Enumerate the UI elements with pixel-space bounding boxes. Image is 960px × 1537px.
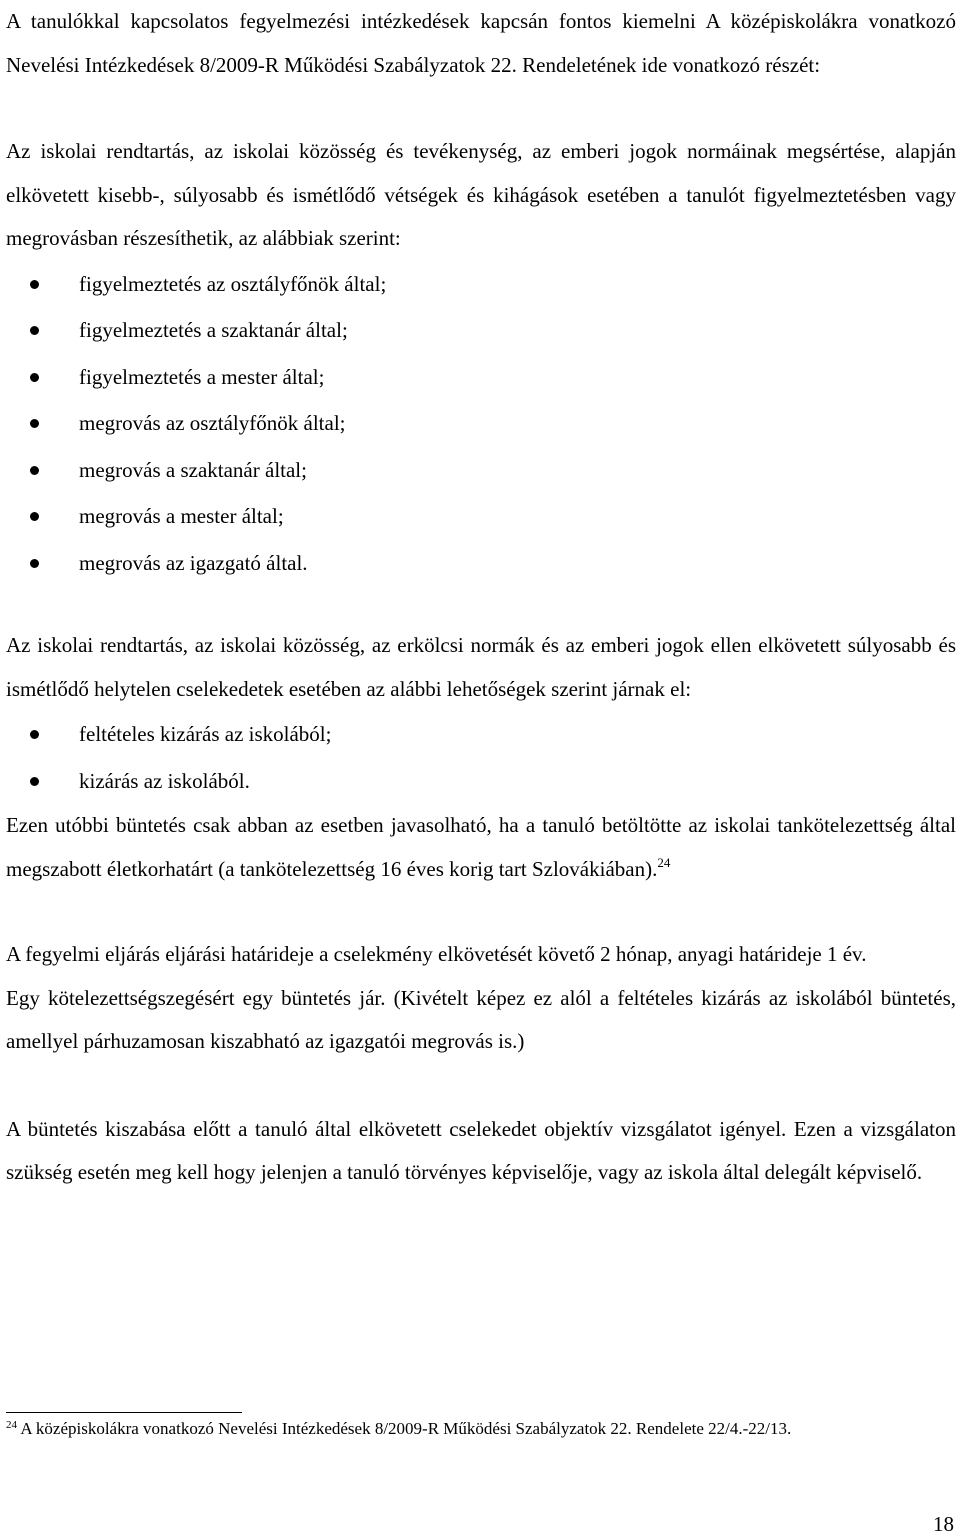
footnote-divider (6, 1412, 242, 1413)
warning-list (6, 261, 956, 587)
list-item: megrovás a szaktanár által; (6, 447, 956, 494)
bullet-icon (30, 326, 39, 335)
paragraph-investigation: A büntetés kiszabása előtt a tanuló által elkövetett cselekedet objektív vizsgálatot igényel. Ezen a vizsgálaton szükség esetén meg kell hogy jelenjen a tanuló törvényes képviselője, vagy az iskola által delegált képviselő. (6, 1116, 956, 1184)
footnote (6, 1417, 936, 1441)
document-page (6, 0, 956, 1195)
paragraph-warnings: Az iskolai rendtartás, az iskolai közösség és tevékenység, az emberi jogok normáinak megsértése, alapján elkövetett kisebb-, súlyosabb és ismétlődő vétségek és kihágások esetében a tanulót figyelmeztetésben vagy megrovásban részesíthetik, az alábbiak szerint: (6, 139, 956, 250)
bullet-icon (30, 512, 39, 521)
footnote-number: 24 (6, 1419, 17, 1431)
bullet-icon (30, 373, 39, 382)
page-number: 18 (933, 1512, 954, 1536)
footnote-reference[interactable]: 24 (657, 854, 671, 870)
paragraph-expulsion-note: Ezen utóbbi büntetés csak abban az esetben javasolható, ha a tanuló betöltötte az iskolai tankötelezettség által megszabott életkorhatárt (a tankötelezettség 16 éves korig tart Szlovákiában).$^{24}$ (6, 813, 956, 881)
paragraph-intro: A tanulókkal kapcsolatos fegyelmezési intézkedések kapcsán fontos kiemelni A középiskolákra vonatkozó Nevelési Intézkedések 8/2009-R Működési Szabályzatok 22. Rendeletének ide vonatkozó részét: (6, 9, 956, 77)
bullet-icon (30, 466, 39, 475)
bullet-icon (30, 777, 39, 786)
paragraph-one-penalty: Egy kötelezettségszegésért egy büntetés jár. (Kivételt képez ez alól a feltételes kizárás az iskolából büntetés, amellyel párhuzamosan kiszabható az igazgatói megrovás is.) (6, 985, 956, 1053)
list-item: figyelmeztetés a mester által; (6, 354, 956, 401)
list-item: megrovás a mester által; (6, 493, 956, 540)
list-item: megrovás az osztályfőnök által; (6, 400, 956, 447)
list-item: megrovás az igazgató által. (6, 540, 956, 587)
expulsion-list (6, 711, 956, 804)
footnote-text: A középiskolákra vonatkozó Nevelési Intézkedések 8/2009-R Működési Szabályzatok 22. Rendelete 22/4.-22/13. (20, 1419, 792, 1438)
list-item: figyelmeztetés a szaktanár által; (6, 307, 956, 354)
bullet-icon (30, 419, 39, 428)
list-item: feltételes kizárás az iskolából; (6, 711, 956, 758)
bullet-icon (30, 559, 39, 568)
list-item: figyelmeztetés az osztályfőnök által; (6, 261, 956, 308)
paragraph-serious: Az iskolai rendtartás, az iskolai közösség, az erkölcsi normák és az emberi jogok ellen elkövetett súlyosabb és ismétlődő helytelen cselekedetek esetében az alábbi lehetőségek szerint járnak el: (6, 633, 956, 701)
bullet-icon (30, 730, 39, 739)
list-item: kizárás az iskolából. (6, 758, 956, 805)
bullet-icon (30, 280, 39, 289)
paragraph-deadline: A fegyelmi eljárás eljárási határideje a cselekmény elkövetését követő 2 hónap, anyagi határideje 1 év. (6, 942, 867, 966)
